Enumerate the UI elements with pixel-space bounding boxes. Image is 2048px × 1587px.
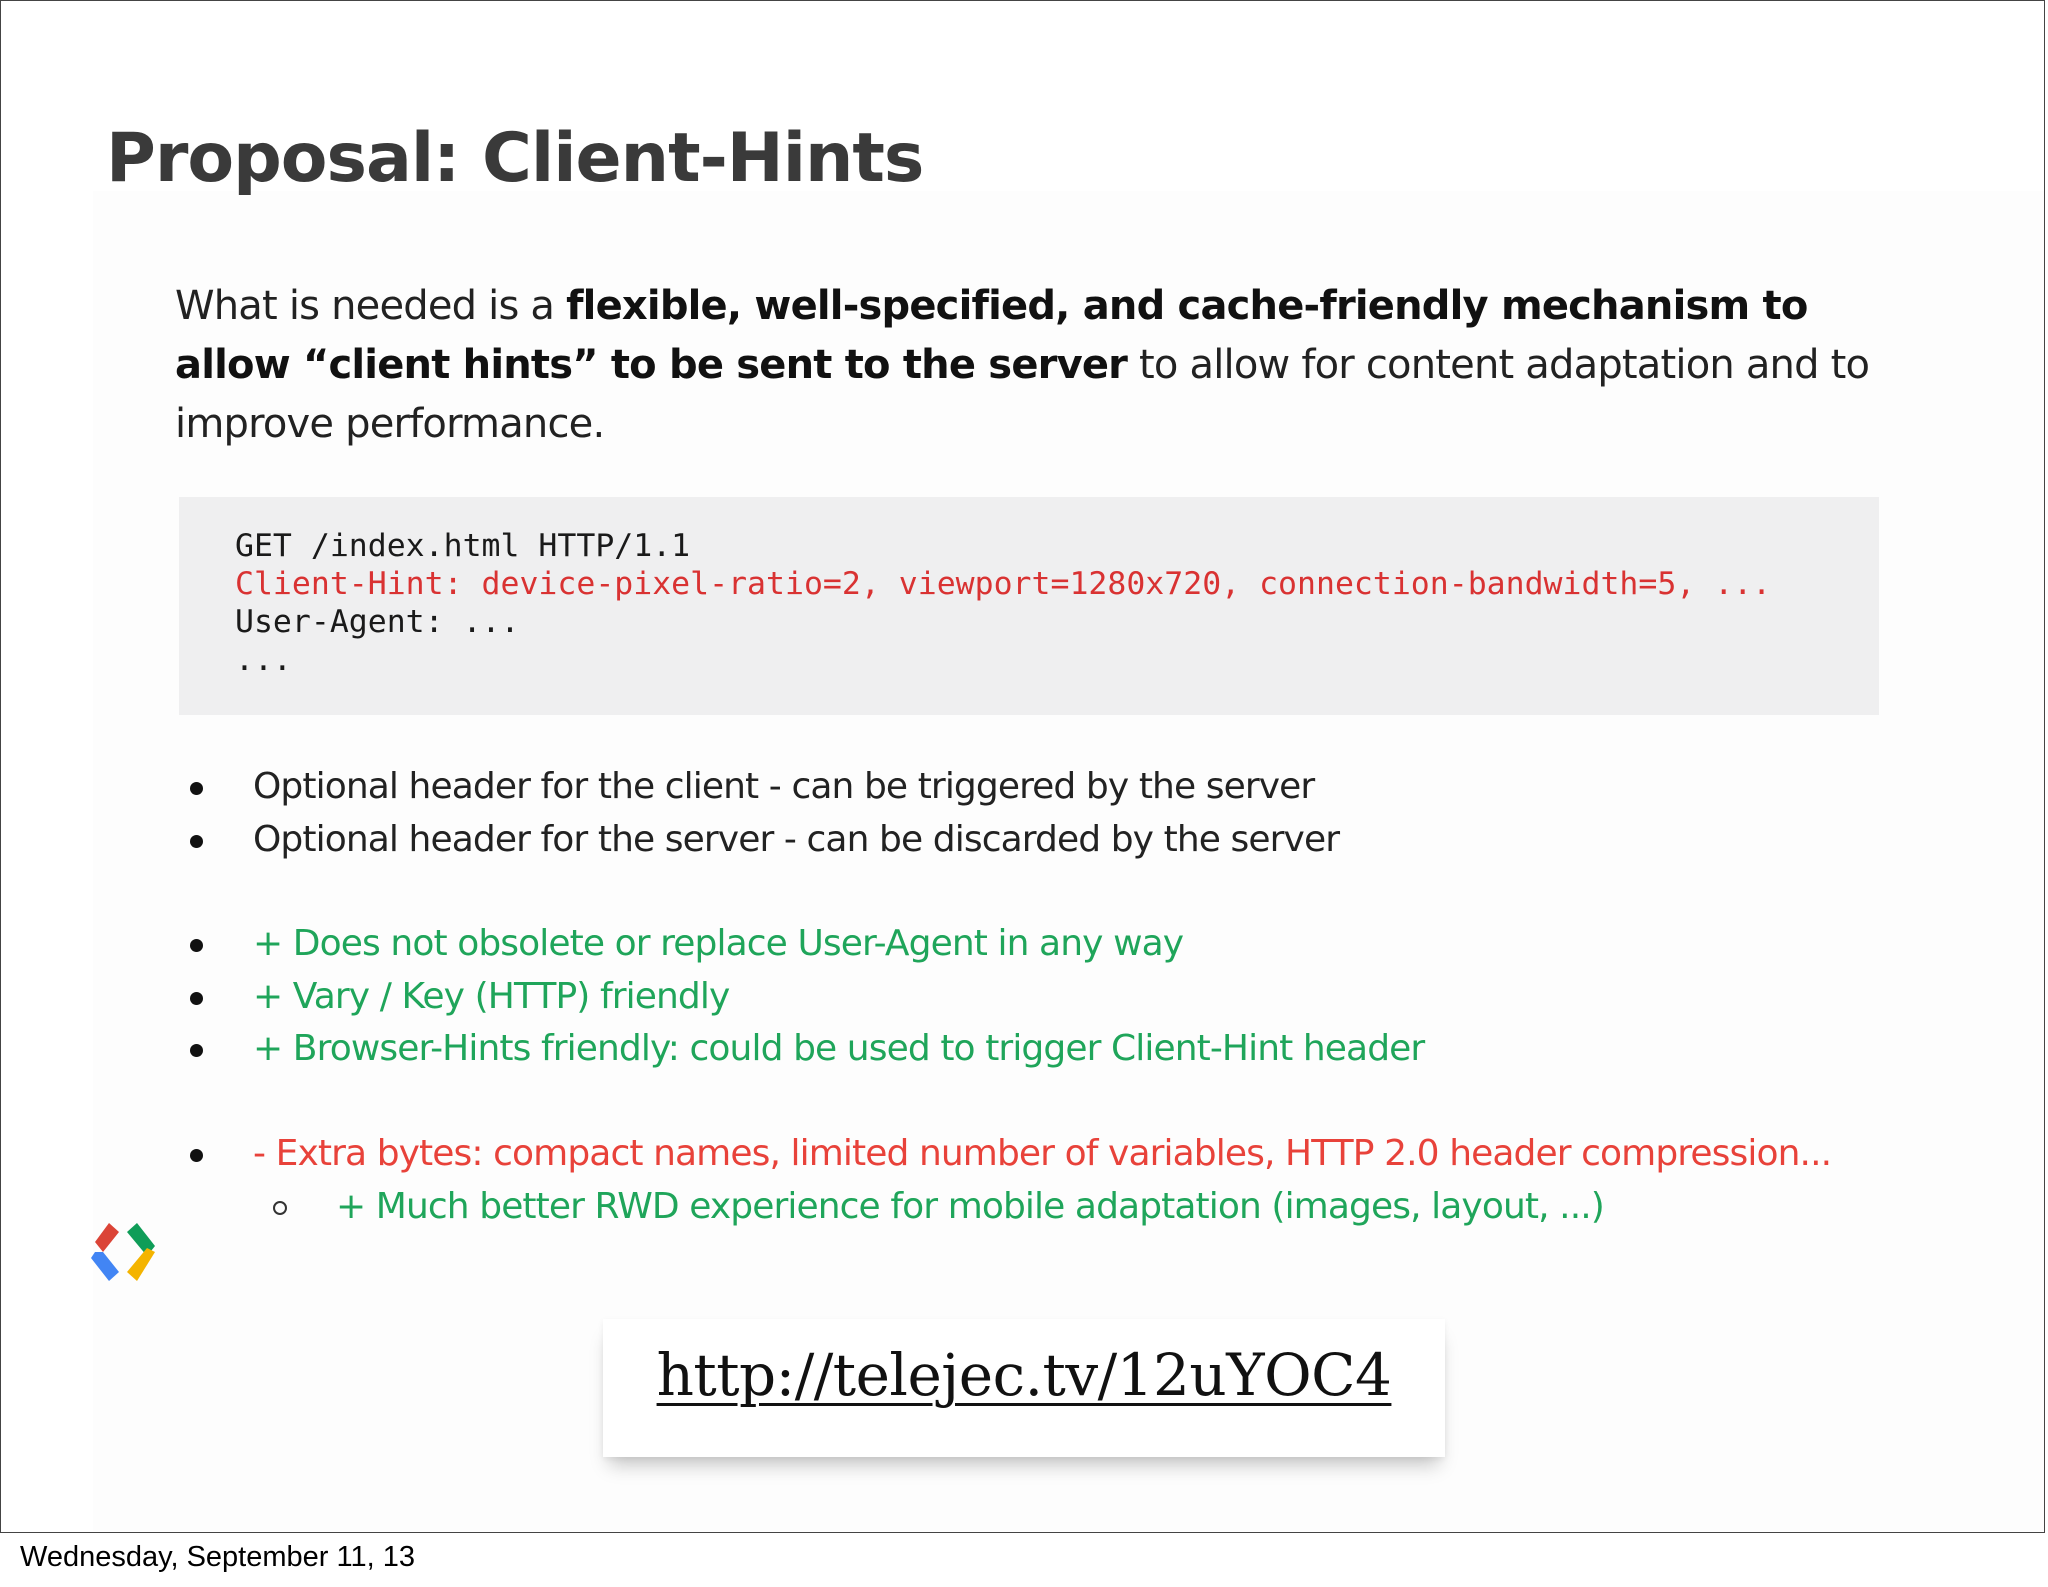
- code-line-request: GET /index.html HTTP/1.1: [235, 528, 691, 564]
- bullet-text: + Does not obsolete or replace User-Agent in any way: [253, 923, 1184, 964]
- bullet-dot-icon: [190, 1044, 203, 1057]
- list-item: [181, 814, 1921, 867]
- list-item: [181, 761, 1921, 814]
- bullet-dot-icon: [190, 782, 203, 795]
- intro-text-part1: What is needed is a: [175, 283, 567, 329]
- slide-title: Proposal: Client-Hints: [106, 119, 924, 198]
- bullet-text: Optional header for the client - can be triggered by the server: [253, 766, 1315, 807]
- link-card: [603, 1319, 1445, 1457]
- bullet-text: + Browser-Hints friendly: could be used to trigger Client-Hint header: [253, 1028, 1425, 1069]
- list-item: [181, 971, 1921, 1024]
- list-item: [181, 1023, 1921, 1076]
- short-url-link[interactable]: http://telejec.tv/12uYOC4: [656, 1341, 1392, 1409]
- bullet-text: Optional header for the server - can be discarded by the server: [253, 818, 1340, 860]
- sub-bullet-ring-icon: [273, 1201, 287, 1215]
- bullet-dot-icon: [190, 835, 203, 848]
- bullet-dot-icon: [190, 939, 203, 952]
- bullet-text: - Extra bytes: compact names, limited number of variables, HTTP 2.0 header compression...: [253, 1133, 1832, 1174]
- sub-list-item: [181, 1181, 1921, 1233]
- bullet-text: + Vary / Key (HTTP) friendly: [253, 975, 730, 1017]
- bullet-list-cons: [181, 1128, 1921, 1233]
- code-line-user-agent: User-Agent: ...: [235, 604, 520, 640]
- date-footer: Wednesday, September 11, 13: [20, 1541, 415, 1573]
- intro-text-part3: to allow for content adaptation and to improve performance.: [175, 342, 1870, 447]
- list-item: [181, 1128, 1921, 1181]
- intro-text-bold: flexible, well-specified, and cache-friendly mechanism to allow “client hints” to be sent to the server: [175, 283, 1808, 388]
- bullet-list-pros: [181, 918, 1921, 1076]
- sub-bullet-text: + Much better RWD experience for mobile adaptation (images, layout, ...): [336, 1185, 1604, 1227]
- bullet-dot-icon: [190, 992, 203, 1005]
- bullet-dot-icon: [190, 1149, 203, 1162]
- code-line-ellipsis: ...: [235, 642, 292, 678]
- google-developers-logo-icon: [87, 1221, 159, 1283]
- code-line-client-hint: Client-Hint: device-pixel-ratio=2, viewport=1280x720, connection-bandwidth=5, ...: [235, 566, 1772, 602]
- code-block: [179, 497, 1879, 715]
- list-item: [181, 918, 1921, 971]
- bullet-list-headers: [181, 761, 1921, 866]
- intro-paragraph: [175, 277, 1885, 454]
